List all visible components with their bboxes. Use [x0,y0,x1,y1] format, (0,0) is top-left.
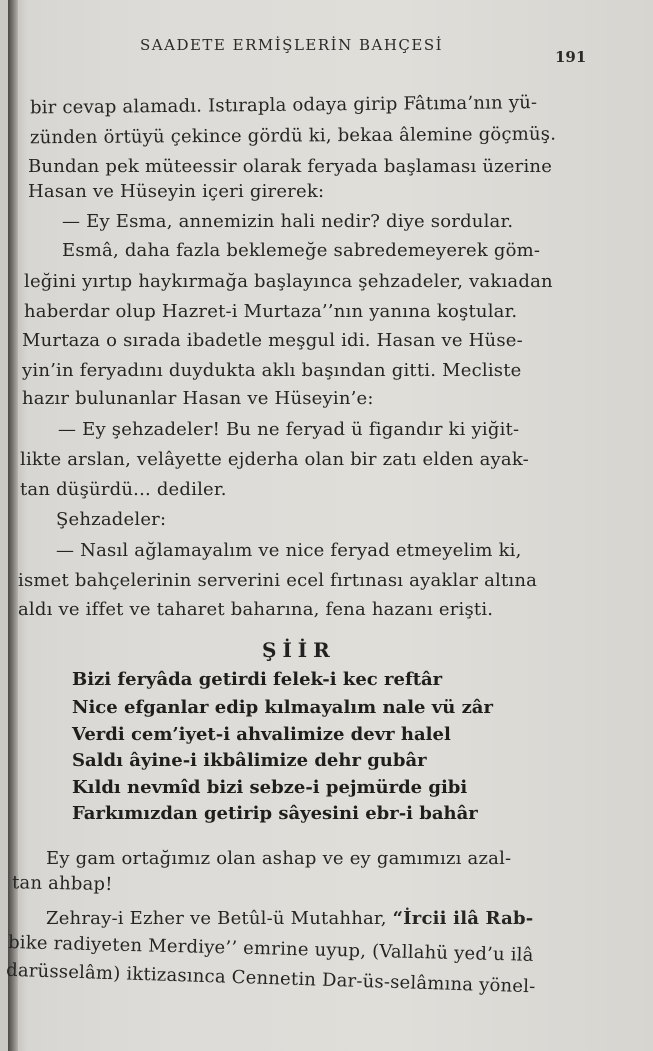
text-line: Hasan ve Hüseyin içeri girerek: [28,181,325,202]
text-line: Şehzadeler: [56,509,167,530]
text-line: — Ey Esma, annemizin hali nedir? diye sordular. [62,211,514,232]
poem-verse: Nice efganlar edip kılmayalım nale vü zâr [72,697,493,718]
poem-verse: Saldı âyine-i ikbâlimize dehr gubâr [72,750,427,771]
bold-quote: “İrcii ilâ Rab- [392,908,534,929]
text-line: Ey gam ortağımız olan ashap ve ey gamımızı azal- [46,848,512,869]
text-line: yin’in feryadını duydukta aklı başından gitti. Mecliste [22,360,522,381]
poem-title: ŞİİR [262,638,336,662]
page-number: 191 [555,48,587,66]
text-segment: Zehray-i Ezher ve Betûl-ü Mutahhar, [46,908,393,929]
text-line: — Nasıl ağlamayalım ve nice feryad etmeyelim ki, [56,540,522,561]
text-line: darüsselâm) iktizasınca Cennetin Dar-üs-selâmına yönel- [5,959,536,998]
text-line: Murtaza o sırada ibadetle meşgul idi. Hasan ve Hüse- [22,330,523,351]
text-line: Bundan pek müteessir olarak feryada başlaması üzerine [28,156,553,177]
text-line: bir cevap alamadı. Istırapla odaya girip Fâtıma’nın yü- [29,92,538,119]
poem-verse: Bizi feryâda getirdi felek-i kec reftâr [72,669,443,690]
text-line: tan düşürdü... dediler. [20,479,227,500]
text-line: hazır bulunanlar Hasan ve Hüseyin’e: [22,388,374,409]
text-line: zünden örtüyü çekince gördü ki, bekaa âlemine göçmüş. [29,123,557,149]
text-line: haberdar olup Hazret-i Murtaza’’nın yanına koştular. [24,301,518,322]
text-line: leğini yırtıp haykırmağa başlayınca şehzadeler, vakıadan [24,271,553,292]
text-line: likte arslan, velâyette ejderha olan bir zatı elden ayak- [20,449,529,470]
text-line: tan ahbap! [11,872,113,896]
text-line: Esmâ, daha fazla beklemeğe sabredemeyerek göm- [62,240,541,261]
poem-verse: Farkımızdan getirip sâyesini ebr-i bahâr [72,803,478,824]
text-line [46,908,653,929]
running-header: SAADETE ERMİŞLERİN BAHÇESİ [140,36,444,54]
poem-verse: Kıldı nevmîd bizi sebze-i pejmürde gibi [72,777,468,798]
text-line: — Ey şehzadeler! Bu ne feryad ü figandır ki yiğit- [58,419,520,440]
text-line: bike radiyeten Merdiye’’ emrine uyup, (Vallahü yed’u ilâ [7,932,534,966]
text-line: aldı ve iffet ve taharet baharına, fena hazanı erişti. [18,599,494,620]
text-line: ismet bahçelerinin serverini ecel fırtınası ayaklar altına [18,570,538,591]
poem-verse: Verdi cem’iyet-i ahvalimize devr halel [72,724,451,745]
